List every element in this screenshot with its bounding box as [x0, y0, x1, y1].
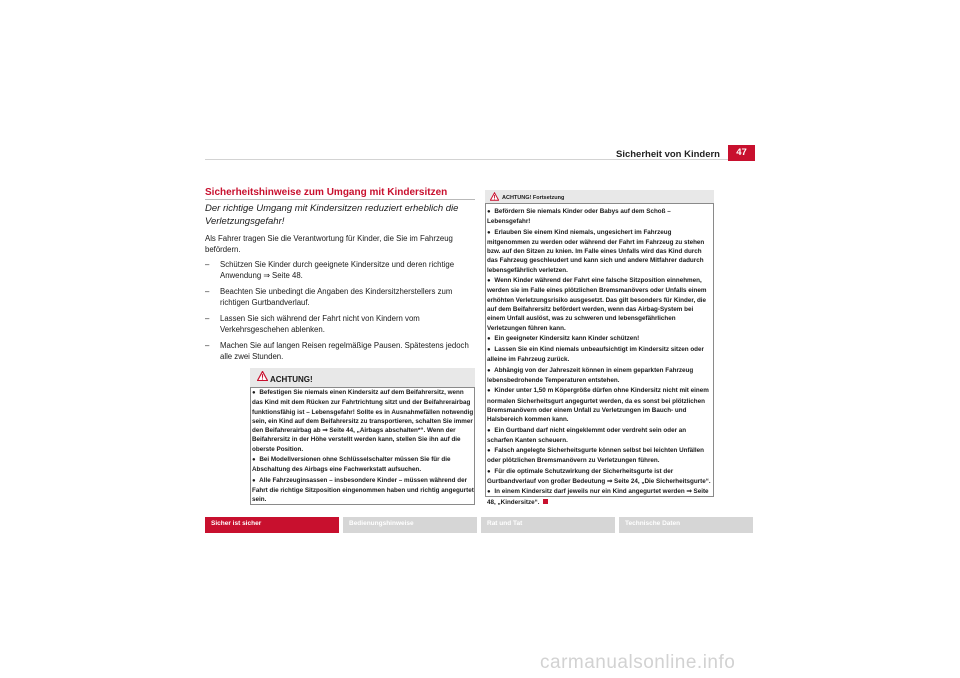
bullet-dot-icon: ● [487, 427, 491, 434]
list-item: ● Falsch angelegte Sicherheitsgurte können selbst bei leichten Unfällen oder plötzlichen Bremsmanövern zu Verletzungen führen. [487, 447, 704, 465]
list-item: ● Wenn Kinder während der Fahrt eine falsche Sitzposition einnehmen, werden sie im Falle eines plötzlichen Bremsmanövers oder Unfalls einem erhöhten Verletzungsrisiko ausgesetzt. Das gilt besonders für Kinder, die auf dem Beifahrersitz befördert werden, wenn das Airbag-System bei einem Unfall auslöst, was zu schweren und lebensgefährlichen Verletzungen führen kann. [487, 277, 707, 332]
list-item: ● Lassen Sie ein Kind niemals unbeaufsichtigt im Kindersitz sitzen oder alleine im Fahrzeug zurück. [487, 346, 704, 364]
section-title: Sicherheitshinweise zum Umgang mit Kindersitzen [205, 187, 448, 198]
bullet-dot-icon: ● [487, 489, 491, 496]
section-lead: Der richtige Umgang mit Kindersitzen reduziert erheblich die Verletzungsgefahr! [205, 203, 459, 227]
bullet-dot-icon: ● [487, 367, 491, 374]
list-item: – Lassen Sie sich während der Fahrt nicht von Kindern vom Verkehrsgeschehen ablenken. [205, 314, 420, 334]
list-item: ● Befestigen Sie niemals einen Kindersitz auf dem Beifahrersitz, wenn das Kind mit dem Rücken zur Fahrtrichtung sitzt und der Beifahrerairbag funktionsfähig ist – Lebensgefahr! Sollte es in Ausnahmefällen notwendig sein, ein Kind auf dem Beifahrersitz zu transportieren, schalten Sie immer den Beifahrerairbag ab ⇒ Seite 44, „Airbags abschalten*“. Wenn der Beifahrersitz in der Höhe verstellt werden kann, stellen Sie ihn auf die oberste Position. [252, 389, 474, 453]
page-number: 47 [728, 145, 755, 161]
warning-title: ACHTUNG! Fortsetzung [502, 195, 565, 201]
bullet-dot-icon: ● [487, 229, 491, 236]
watermark: carmanualsonline.info [540, 652, 736, 673]
list-item: – Beachten Sie unbedingt die Angaben des Kindersitzherstellers zum richtigen Gurtbandverlauf. [205, 287, 453, 307]
end-square-icon [543, 499, 548, 504]
list-item: ● In einem Kindersitz darf jeweils nur ein Kind angegurtet werden ⇒ Seite 48, „Kindersitze“. [487, 488, 709, 506]
list-item: ● Kinder unter 1,50 m Köpergröße dürfen ohne Kindersitz nicht mit einem normalen Sicherheitsgurt angegurtet werden, da es sonst bei plötzlichen Bremsmanövern oder einem Unfall zu Verletzungen im Bauch- und Halsbereich kommen kann. [487, 387, 709, 424]
list-item: ● Für die optimale Schutzwirkung der Sicherheitsgurte ist der Gurtbandverlauf von großer Bedeutung ⇒ Seite 24, „Die Sicherheitsgurte“. [487, 467, 711, 486]
section-title-underline [205, 199, 475, 200]
bullet-dot-icon: ● [252, 477, 256, 484]
warning-title: ACHTUNG! [270, 375, 313, 384]
warning-triangle-icon [490, 192, 499, 201]
list-item: – Schützen Sie Kinder durch geeignete Kindersitze und deren richtige Anwendung ⇒ Seite 48. [205, 260, 455, 280]
bullet-dot-icon: ● [487, 448, 491, 455]
bullet-dot-icon: ● [252, 457, 256, 464]
bullet-dot-icon: ● [487, 278, 491, 285]
list-item: ● Abhängig von der Jahreszeit können in einem geparkten Fahrzeug lebensbedrohende Temperaturen entstehen. [487, 366, 694, 385]
list-item: ● Ein Gurtband darf nicht eingeklemmt oder verdreht sein oder an scharfen Kanten scheuern. [487, 426, 687, 444]
instruction-list [205, 260, 475, 368]
list-item: ● Alle Fahrzeuginsassen – insbesondere Kinder – müssen während der Fahrt die richtige Sitzposition eingenommen haben und richtig angegurtet sein. [252, 476, 474, 504]
bullet-dot-icon: ● [487, 388, 491, 395]
list-item: – Machen Sie auf langen Reisen regelmäßige Pausen. Spätestens jedoch alle zwei Stunden. [205, 341, 469, 361]
bullet-dot-icon: ● [487, 335, 491, 342]
warning-body [487, 207, 713, 507]
warning-body [252, 388, 474, 505]
tab-rat-und-tat[interactable]: Rat und Tat [481, 517, 615, 533]
bullet-dot-icon: ● [487, 209, 491, 215]
tab-sicher-ist-sicher[interactable]: Sicher ist sicher [205, 517, 339, 533]
list-item: ● Bei Modellversionen ohne Schlüsselschalter müssen Sie für die Abschaltung des Airbags eine Fachwerkstatt aufsuchen. [252, 456, 451, 474]
page-header-title: Sicherheit von Kindern [616, 149, 720, 160]
list-item: ● Ein geeigneter Kindersitz kann Kinder schützen! [487, 334, 640, 342]
section-intro: Als Fahrer tragen Sie die Verantwortung für Kinder, die Sie im Fahrzeug befördern. [205, 234, 453, 254]
tab-bedienungshinweise[interactable]: Bedienungshinweise [343, 517, 477, 533]
list-item: ● Erlauben Sie einem Kind niemals, ungesichert im Fahrzeug mitgenommen zu werden oder während der Fahrt im Fahrzeug zu stehen bzw. auf den Sitzen zu knien. Im Falle eines Unfalls wird das Kind durch das Fahrzeug geschleudert und kann sich und andere Mitfahrer dadurch lebensgefährlich verletzen. [487, 228, 705, 274]
bullet-dot-icon: ● [487, 347, 491, 354]
list-item: ● Befördern Sie niemals Kinder oder Babys auf dem Schoß – Lebensgefahr! [487, 208, 671, 226]
bullet-dot-icon: ● [487, 468, 491, 475]
bullet-dot-icon: ● [252, 390, 256, 396]
tab-technische-daten[interactable]: Technische Daten [619, 517, 753, 533]
warning-triangle-icon [257, 371, 268, 381]
